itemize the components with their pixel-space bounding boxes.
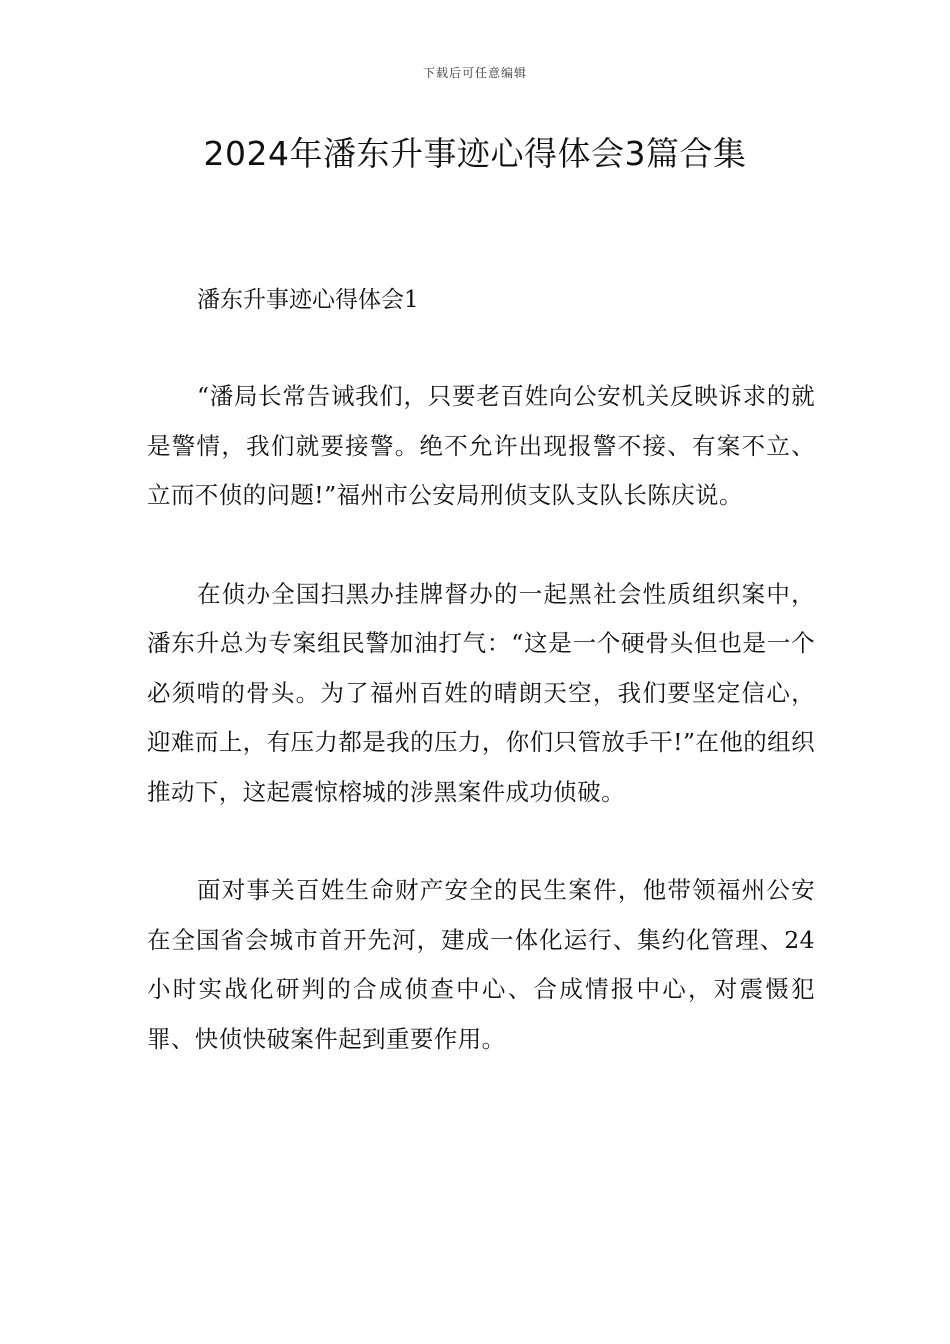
document-title: 2024年潘东升事迹心得体会3篇合集	[203, 134, 747, 173]
paragraph-1: “潘局长常告诫我们，只要老百姓向公安机关反映诉求的就是警情，我们就要接警。绝不允许出现报警不接、有案不立、立而不侦的问题!”福州市公安局刑侦支队支队长陈庆说。	[147, 382, 815, 509]
header-note: 下载后可任意编辑	[422, 66, 527, 80]
paragraph-3: 面对事关百姓生命财产安全的民生案件，他带领福州公安在全国省会城市首开先河，建成一体化运行、集约化管理、24小时实战化研判的合成侦查中心、合成情报中心，对震慑犯罪、快侦快破案件起到重要作用。	[147, 876, 815, 1053]
paragraph-2: 在侦办全国扫黑办挂牌督办的一起黑社会性质组织案中，潘东升总为专案组民警加油打气：“这是一个硬骨头但也是一个必须啃的骨头。为了福州百姓的晴朗天空，我们要坚定信心，迎难而上，有压力都是我的压力，你们只管放手干!”在他的组织推动下，这起震惊榕城的涉黑案件成功侦破。	[147, 579, 815, 806]
document-body	[147, 280, 815, 1113]
section-heading: 潘东升事迹心得体会1	[197, 287, 419, 313]
